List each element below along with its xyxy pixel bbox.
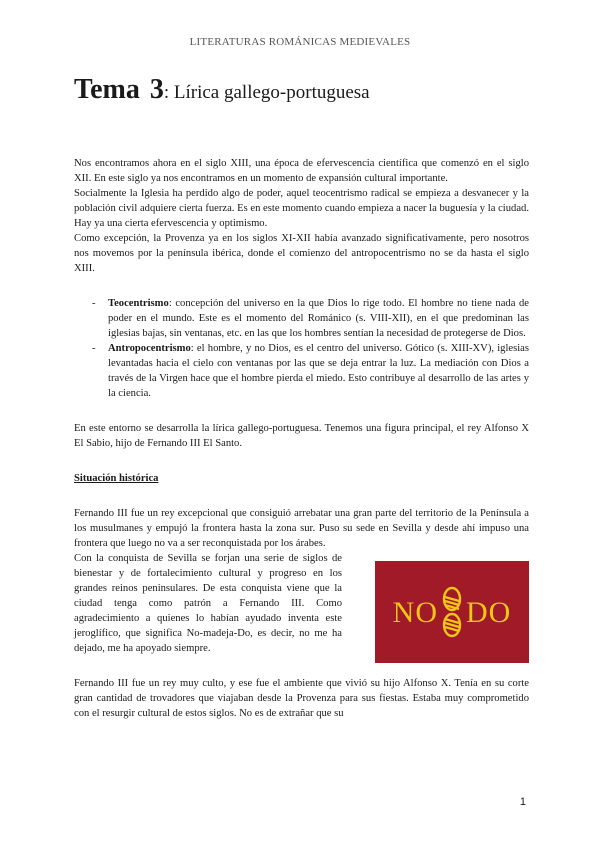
- emblem-right-text: DO: [466, 595, 512, 629]
- concept-list: [74, 296, 529, 401]
- bullet-term: Teocentrismo: [108, 298, 169, 309]
- after-bullets-paragraph: En este entorno se desarrolla la lírica gallego-portuguesa. Tenemos una figura principal, el rey Alfonso X El Sabio, hijo de Fernando III El Santo.: [74, 423, 529, 449]
- title-number: 3: [149, 74, 164, 105]
- running-header: LITERATURAS ROMÁNICAS MEDIEVALES: [189, 36, 411, 48]
- madeja-icon: [440, 585, 464, 639]
- document-body: [74, 156, 529, 721]
- bullet-term: Antropocentrismo: [108, 343, 191, 354]
- list-item: [92, 341, 529, 401]
- bullet-text: : concepción del universo en la que Dios lo rige todo. El hombre no tiene nada de poder en el mundo. Este es el momento del Románico (s. VIII-XII), en el que predominan las iglesias bajas, sin ventanas, etc. en las que los hombres sentían la necesidad de protegerse de Dios.: [108, 298, 529, 339]
- intro-paragraph-3: Como excepción, la Provenza ya en los siglos XI-XII había avanzado significativamente, pero nosotros nos movemos por la península ibérica, donde el comienzo del antropocentrismo no se da hasta el siglo XIII.: [74, 233, 529, 274]
- section-paragraph-3: Fernando III fue un rey muy culto, y ese fue el ambiente que vivió su hijo Alfonso X. Tenía en su corte gran cantidad de trovadores que viajaban desde la Provenza para sus fiestas. Estaba muy comprometido con el resurgir cultural de estos siglos. No es de extrañar que su: [74, 678, 529, 719]
- title-label: Tema: [74, 74, 140, 105]
- section-heading: Situación histórica: [74, 473, 159, 484]
- intro-paragraph-2: Socialmente la Iglesia ha perdido algo de poder, aquel teocentrismo radical se empieza a desvanecer y la población civil adquiere cierta fuerza. Es en este momento cuando empieza a nacer la buguesía y la ciudad. Hay ya una cierta efervescencia y optimismo.: [74, 188, 529, 229]
- section-paragraph-1: Fernando III fue un rey excepcional que consiguió arrebatar una gran parte del territorio de la Península a los musulmanes y empujó la frontera hasta la zona sur. Puso su sede en Sevilla y desde ahí impuso una frontera que luego no va a ser reconquistada por los árabes.: [74, 508, 529, 549]
- title-subtitle: : Lírica gallego-portuguesa: [163, 82, 370, 103]
- bullet-text: : el hombre, y no Dios, es el centro del universo. Gótico (s. XIII-XV), iglesias levantadas hacia el cielo con ventanas por las que se deja entrar la luz. La mediación con Dios a través de la Virgen hace que el hombre pierda el miedo. Esto contribuye al desarrollo de las artes y la ciencia.: [108, 343, 529, 399]
- paragraph-with-image: [74, 551, 529, 656]
- intro-paragraph-1: Nos encontramos ahora en el siglo XIII, una época de efervescencia científica que comenzó en el siglo XII. En este siglo ya nos encontramos en un momento de expansión cultural importante.: [74, 158, 529, 184]
- list-item: [92, 296, 529, 341]
- section-paragraph-2: Con la conquista de Sevilla se forjan una serie de siglos de bienestar y de fortalecimiento cultural y progreso en los grandes reinos peninsulares. De esta conquista viene que la ciudad tenga como patrón a Fernando III. Como agradecimiento a quienes lo habían ayudado inventa este jeroglífico, que significa No-madeja-Do, es decir, no me ha dejado, me ha apoyado siempre.: [74, 553, 342, 654]
- emblem-left-text: NO: [392, 595, 438, 629]
- nodo-emblem: [375, 561, 529, 663]
- page-number: 1: [519, 796, 526, 808]
- page-title: [74, 74, 370, 106]
